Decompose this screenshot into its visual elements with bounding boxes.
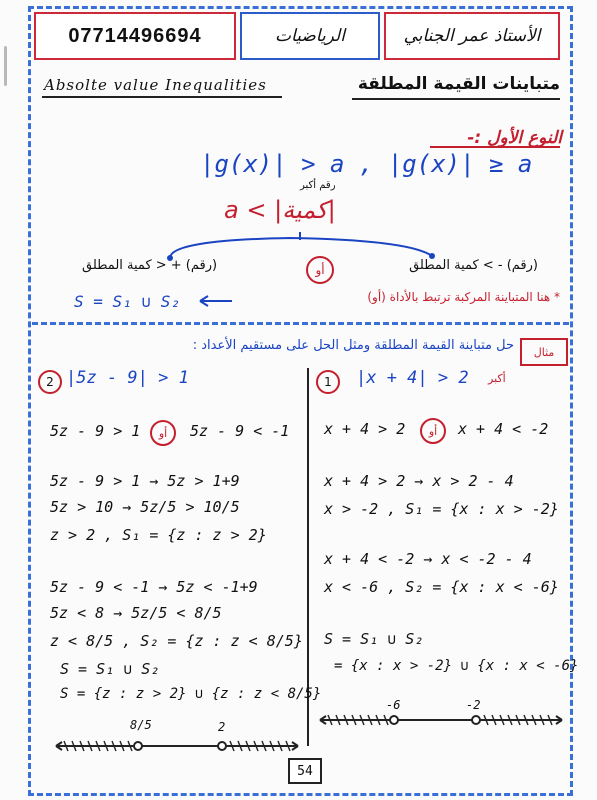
title-english-underline xyxy=(42,96,282,98)
p1-union-line: = {x : x > -2} ∪ {x : x < -6} xyxy=(334,658,579,674)
p2-part1-line: 5z - 9 > 1 → 5z > 1+9 xyxy=(50,472,240,490)
split-arrows xyxy=(150,226,450,262)
title-arabic-underline xyxy=(352,98,560,100)
type-inequality: |g(x)| > a , |g(x)| ≥ a xyxy=(200,150,533,178)
arrow-left-icon xyxy=(196,294,234,308)
phone-box xyxy=(34,12,236,60)
example-question: حل متباينة القيمة المطلقة ومثل الحل على مستقيم الأعداد : xyxy=(192,338,514,353)
p1-part1-line: x > -2 , S₁ = {x : x > -2} xyxy=(324,500,559,518)
p1-part2-line: x + 4 < -2 → x < -2 - 4 xyxy=(324,550,532,568)
note-or: * هنا المتباينة المركبة ترتبط بالأداة (أو) xyxy=(367,290,560,304)
p2-tick-label: 2 xyxy=(218,720,226,734)
p2-part2-line: 5z - 9 < -1 → 5z < -1+9 xyxy=(50,578,258,596)
p1-part1-line: x + 4 > 2 → x > 2 - 4 xyxy=(324,472,514,490)
p2-part2-line: 5z < 8 → 5z/5 < 8/5 xyxy=(50,604,222,622)
p2-number-line xyxy=(52,726,302,756)
section-title-underline xyxy=(430,146,560,148)
p1-split-b: x + 4 < -2 xyxy=(458,420,549,438)
bigger-note: رقم أكبر xyxy=(300,180,336,191)
p2-union-line: S = S₁ ∪ S₂ xyxy=(60,660,160,678)
p1-part2-line: x < -6 , S₂ = {x : x < -6} xyxy=(324,578,559,596)
subject-label: الرياضيات xyxy=(275,26,345,46)
p2-union-line: S = {z : z > 2} ∪ {z : z < 8/5} xyxy=(60,686,322,702)
p1-number-line xyxy=(316,700,566,730)
case-minus: (رقم) - > كمية المطلق xyxy=(409,258,538,273)
p2-split-a: 5z - 9 > 1 xyxy=(50,422,141,440)
example-label: مثال xyxy=(520,338,568,366)
scrollbar[interactable] xyxy=(4,46,7,86)
problem-1-number: 1 xyxy=(316,370,340,394)
p2-part1-line: z > 2 , S₁ = {z : z > 2} xyxy=(50,526,267,544)
comparison: a < |كمية| xyxy=(224,196,336,224)
subject-box xyxy=(240,12,380,60)
case-plus: (رقم) + < كمية المطلق xyxy=(82,258,218,273)
section-divider xyxy=(32,322,569,325)
problem-2-number: 2 xyxy=(38,370,62,394)
teacher-name: الأستاذ عمر الجنابي xyxy=(403,26,541,46)
p2-tick-label: 8/5 xyxy=(130,718,152,732)
p2-split-b: 5z - 9 < -1 xyxy=(190,422,290,440)
p1-tick-label: -2 xyxy=(466,698,481,712)
problem-1-bigger-note: أكبر xyxy=(488,372,506,385)
p1-union-line: S = S₁ ∪ S₂ xyxy=(324,630,424,648)
p1-or-badge: أو xyxy=(420,418,446,444)
p2-part2-line: z < 8/5 , S₂ = {z : z < 8/5} xyxy=(50,632,303,650)
problem-1-statement: |x + 4| > 2 xyxy=(356,368,469,388)
or-badge: أو xyxy=(306,256,334,284)
page-number: 54 xyxy=(288,758,322,784)
title-arabic: متباينات القيمة المطلقة xyxy=(357,74,560,94)
phone-number: 07714496694 xyxy=(68,24,202,47)
union-formula: S = S₁ ∪ S₂ xyxy=(74,292,180,311)
p1-tick-label: -6 xyxy=(386,698,401,712)
p2-or-badge: أو xyxy=(150,420,176,446)
p1-split-a: x + 4 > 2 xyxy=(324,420,406,438)
teacher-box xyxy=(384,12,560,60)
section-title: النوع الأول :- xyxy=(467,128,562,148)
p2-part1-line: 5z > 10 → 5z/5 > 10/5 xyxy=(50,498,240,516)
title-english: Absolte value Inequalities xyxy=(44,76,267,94)
problem-2-statement: |5z - 9| > 1 xyxy=(66,368,189,388)
